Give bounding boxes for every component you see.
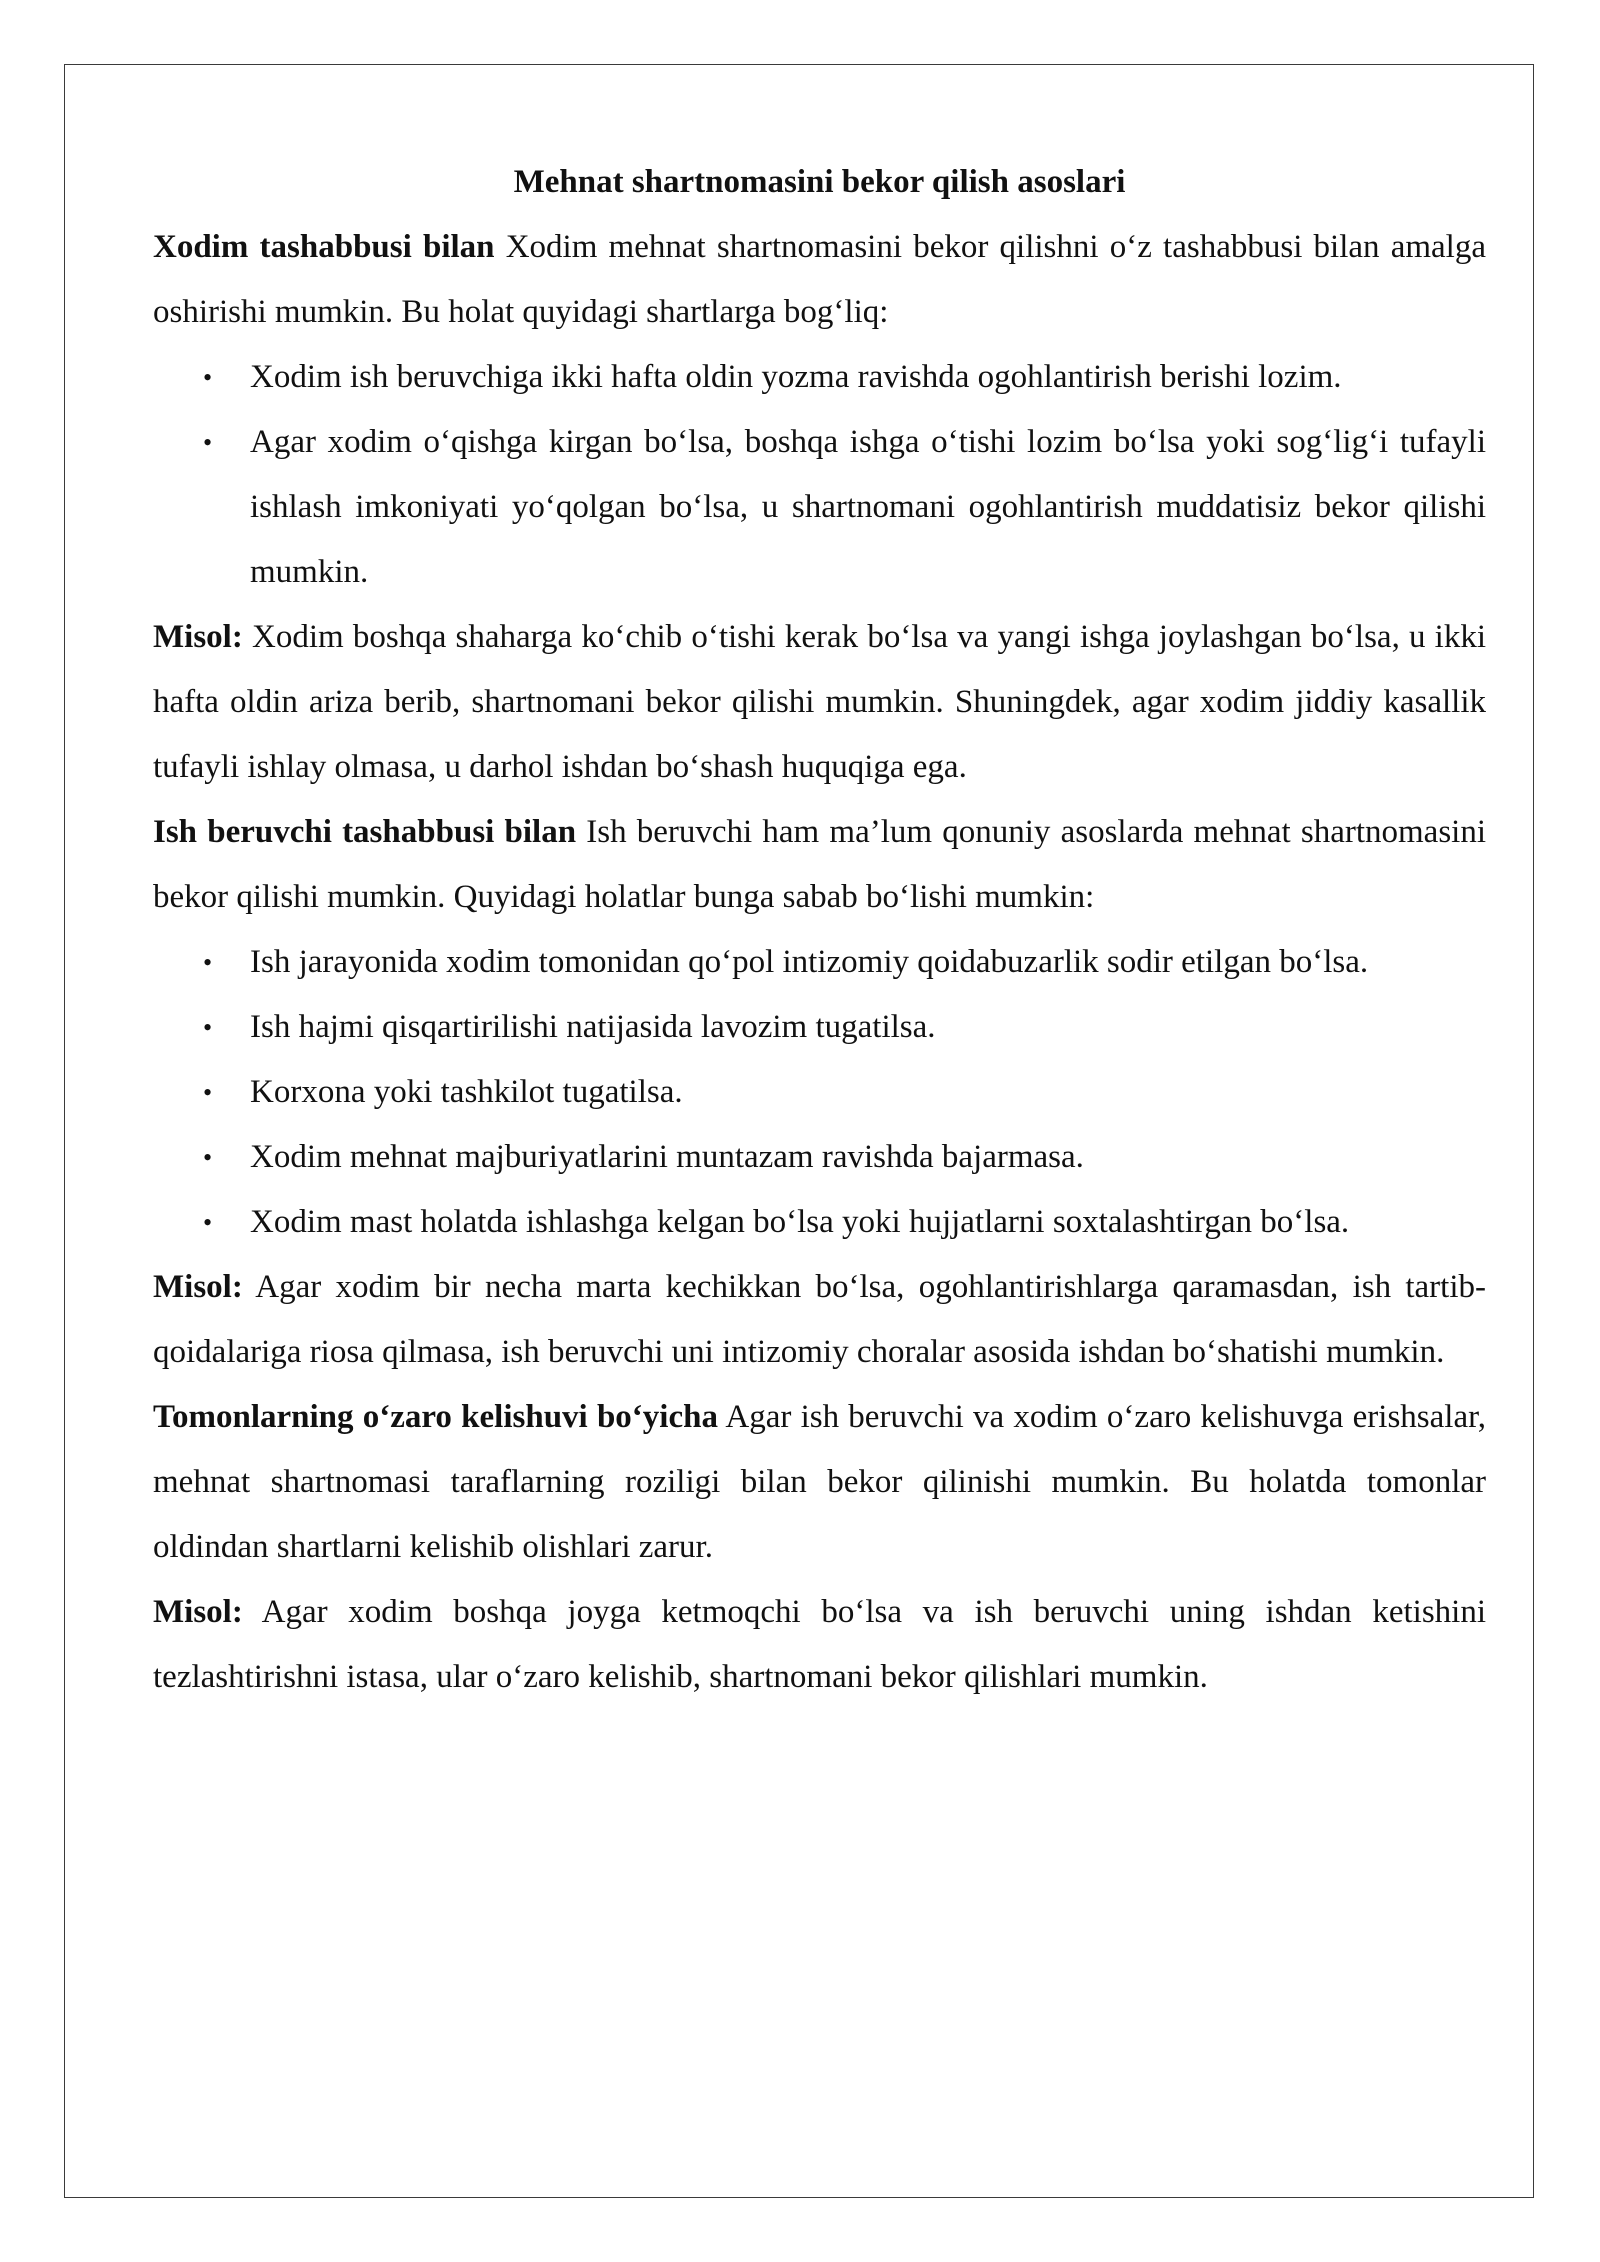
section-1-heading: Xodim tashabbusi bilan bbox=[153, 229, 495, 265]
list-item bbox=[153, 1190, 1486, 1255]
example-label: Misol: bbox=[153, 1269, 243, 1305]
list-item-text: Agar xodim o‘qishga kirgan bo‘lsa, boshqa ishga o‘tishi lozim bo‘lsa yoki sog‘lig‘i tufayli ishlash imkoniyati yo‘qolgan bo‘lsa, u shartnomani ogohlantirish muddatisiz bekor qilishi mumkin. bbox=[250, 424, 1486, 590]
example-label: Misol: bbox=[153, 1594, 243, 1630]
section-2-list bbox=[153, 930, 1486, 1255]
list-item-text: Xodim ish beruvchiga ikki hafta oldin yozma ravishda ogohlantirish berishi lozim. bbox=[250, 359, 1342, 395]
document-title: Mehnat shartnomasini bekor qilish asoslari bbox=[513, 164, 1126, 200]
list-item bbox=[153, 345, 1486, 410]
bullet-icon: • bbox=[203, 948, 213, 977]
section-1-list bbox=[153, 345, 1486, 605]
list-item bbox=[153, 1125, 1486, 1190]
example-label: Misol: bbox=[153, 619, 243, 655]
section-2-paragraph bbox=[153, 800, 1486, 930]
section-2-example bbox=[153, 1255, 1486, 1385]
list-item-text: Ish jarayonida xodim tomonidan qo‘pol intizomiy qoidabuzarlik sodir etilgan bo‘lsa. bbox=[250, 944, 1369, 980]
bullet-icon: • bbox=[203, 1143, 213, 1172]
document-body bbox=[153, 150, 1486, 1710]
section-1-example bbox=[153, 605, 1486, 800]
example-text: Agar xodim boshqa joyga ketmoqchi bo‘lsa va ish beruvchi uning ishdan ketishini tezlashtirishni istasa, ular o‘zaro kelishib, shartnomani bekor qilishlari mumkin. bbox=[153, 1594, 1487, 1695]
section-3-text: Agar ish beruvchi va xodim o‘zaro kelishuvga erishsalar, mehnat shartnomasi taraflarning roziligi bilan bekor qilinishi mumkin. Bu holatda tomonlar oldindan shartlarni kelishib olishlari zarur. bbox=[153, 1399, 1487, 1565]
list-item-text: Xodim mast holatda ishlashga kelgan bo‘lsa yoki hujjatlarni soxtalashtirgan bo‘lsa. bbox=[250, 1204, 1350, 1240]
section-1-text: Xodim mehnat shartnomasini bekor qilishni o‘z tashabbusi bilan amalga oshirishi mumkin. Bu holat quyidagi shartlarga bog‘liq: bbox=[153, 229, 1486, 330]
bullet-icon: • bbox=[203, 1208, 213, 1237]
section-3-example bbox=[153, 1580, 1486, 1710]
example-text: Xodim boshqa shaharga ko‘chib o‘tishi kerak bo‘lsa va yangi ishga joylashgan bo‘lsa, u ikki hafta oldin ariza berib, shartnomani bekor qilishi mumkin. Shuningdek, agar xodim jiddiy kasallik tufayli ishlay olmasa, u darhol ishdan bo‘shash huquqiga ega. bbox=[153, 619, 1487, 785]
list-item bbox=[153, 930, 1486, 995]
section-3-heading: Tomonlarning o‘zaro kelishuvi bo‘yicha bbox=[153, 1399, 718, 1435]
section-3-paragraph bbox=[153, 1385, 1486, 1580]
example-text: Agar xodim bir necha marta kechikkan bo‘lsa, ogohlantirishlarga qaramasdan, ish tartib-qoidalariga riosa qilmasa, ish beruvchi uni intizomiy choralar asosida ishdan bo‘shatishi mumkin. bbox=[153, 1269, 1486, 1370]
list-item-text: Xodim mehnat majburiyatlarini muntazam ravishda bajarmasa. bbox=[250, 1139, 1084, 1175]
bullet-icon: • bbox=[203, 1013, 213, 1042]
list-item bbox=[153, 995, 1486, 1060]
bullet-icon: • bbox=[203, 1078, 213, 1107]
list-item bbox=[153, 1060, 1486, 1125]
bullet-icon: • bbox=[203, 428, 213, 457]
section-2-heading: Ish beruvchi tashabbusi bilan bbox=[153, 814, 577, 850]
section-2-text: Ish beruvchi ham ma’lum qonuniy asoslarda mehnat shartnomasini bekor qilishi mumkin. Quyidagi holatlar bunga sabab bo‘lishi mumkin: bbox=[153, 814, 1486, 915]
bullet-icon: • bbox=[203, 363, 213, 392]
list-item-text: Korxona yoki tashkilot tugatilsa. bbox=[250, 1074, 683, 1110]
list-item-text: Ish hajmi qisqartirilishi natijasida lavozim tugatilsa. bbox=[250, 1009, 936, 1045]
section-1-paragraph bbox=[153, 215, 1486, 345]
list-item bbox=[153, 410, 1486, 605]
